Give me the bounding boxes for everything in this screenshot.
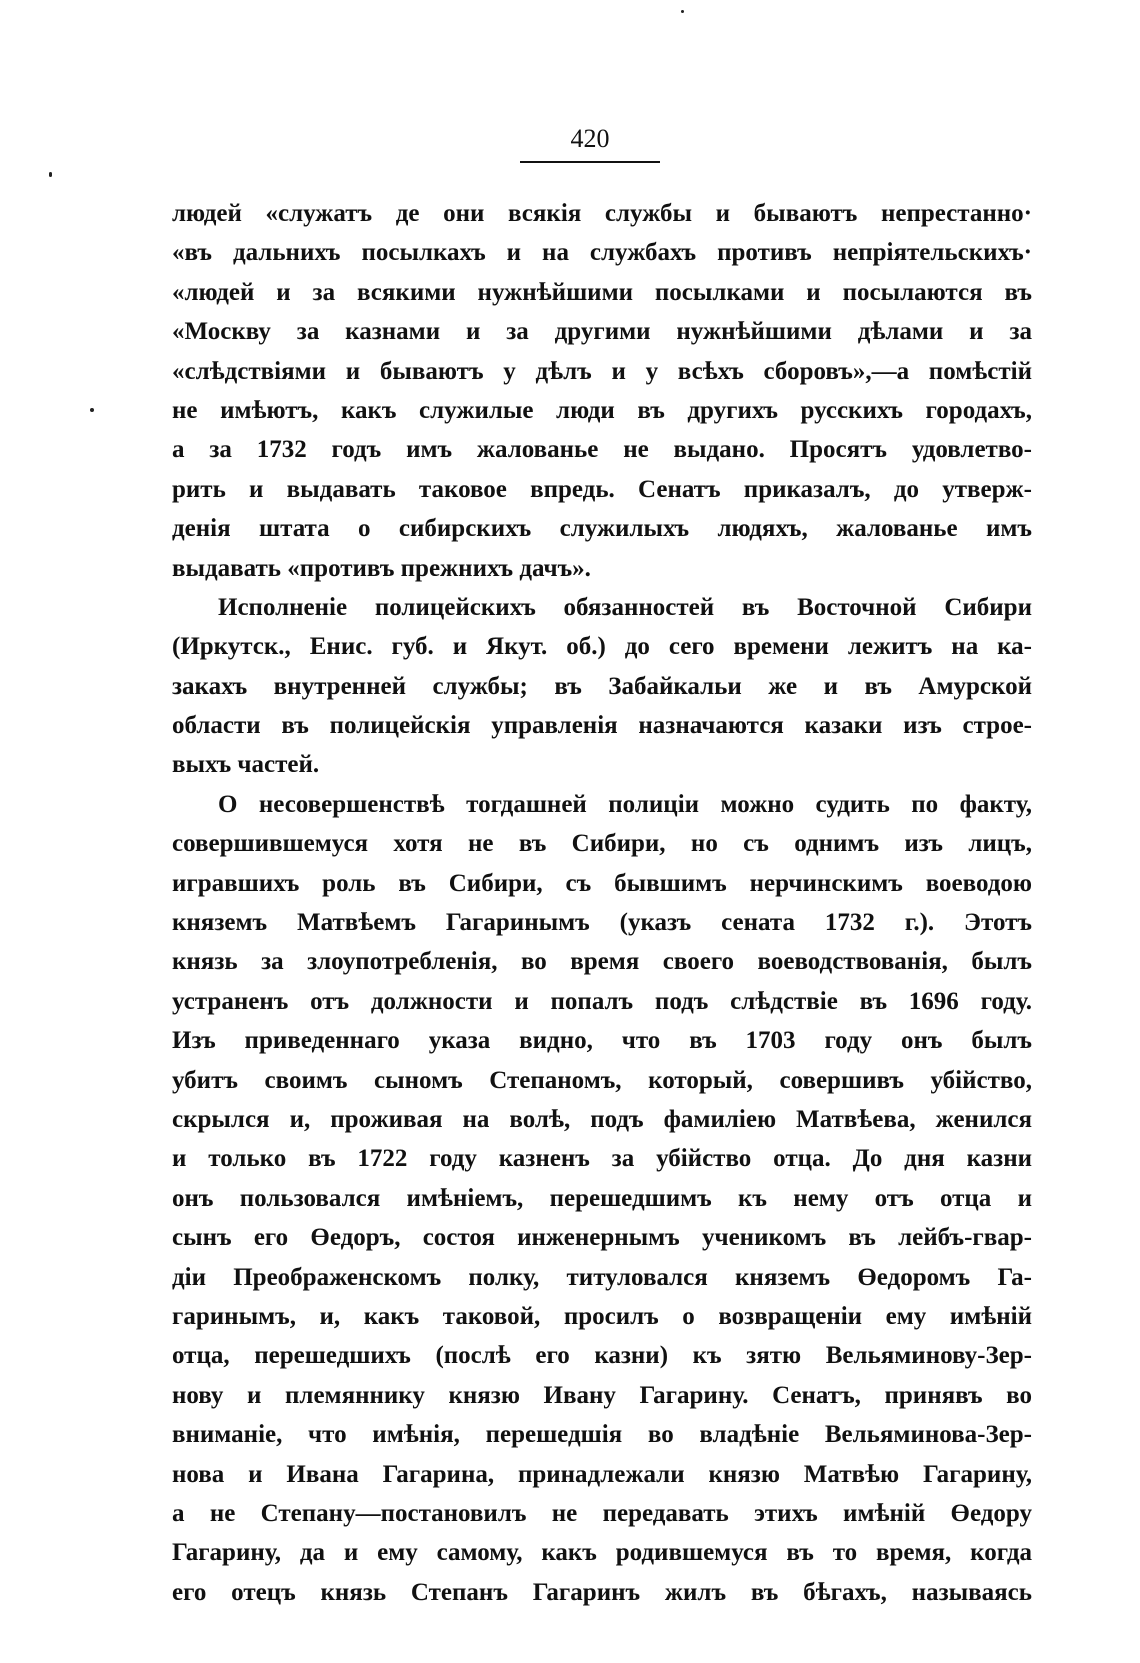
text-line: рить и выдавать таковое впредь. Сенатъ приказалъ, до утверж- <box>172 475 1032 503</box>
paragraph-3 <box>172 785 1032 1612</box>
text-line: онъ пользовался имѣніемъ, перешедшимъ къ нему отъ отца и <box>172 1184 1032 1212</box>
text-line: княземъ Матвѣемъ Гагаринымъ (указъ сената 1732 г.). Этотъ <box>172 909 1032 937</box>
paragraph-1 <box>172 194 1032 588</box>
text-line: закахъ внутренней службы; въ Забайкальи же и въ Амурской <box>172 672 1032 700</box>
text-line: выдавать «противъ прежнихъ дачъ». <box>172 554 591 582</box>
text-line: вниманіе, что имѣнія, перешедшія во владѣніе Вельяминова-Зер- <box>172 1421 1032 1449</box>
text-line: нову и племяннику князю Ивану Гагарину. Сенатъ, принявъ во <box>172 1381 1032 1409</box>
text-line: О несовершенствѣ тогдашней полиціи можно судить по факту, <box>218 790 1032 818</box>
text-line: и только въ 1722 году казненъ за убійство отца. До дня казни <box>172 1145 1032 1173</box>
text-line: Исполненіе полицейскихъ обязанностей въ Восточной Сибири <box>218 593 1032 621</box>
paragraph-2 <box>172 588 1032 785</box>
text-line: убитъ своимъ сыномъ Степаномъ, который, совершивъ убійство, <box>172 1066 1032 1094</box>
page-number-rule <box>520 161 660 163</box>
text-line: (Иркутск., Енис. губ. и Якут. об.) до сего времени лежитъ на ка- <box>172 633 1032 661</box>
text-line: не имѣютъ, какъ служилые люди въ другихъ русскихъ городахъ, <box>172 396 1032 424</box>
text-line: Изъ приведеннаго указа видно, что въ 1703 году онъ былъ <box>172 1027 1032 1055</box>
text-line: гаринымъ, и, какъ таковой, просилъ о возвращеніи ему имѣній <box>172 1302 1032 1330</box>
text-line: сынъ его Өедоръ, состоя инженернымъ ученикомъ въ лейбъ-гвар- <box>172 1224 1032 1252</box>
stray-ink-dot <box>681 10 684 13</box>
text-line: области въ полицейскія управленія назначаются казаки изъ строе- <box>172 712 1032 740</box>
text-line: денія штата о сибирскихъ служилыхъ людяхъ, жалованье имъ <box>172 515 1032 543</box>
text-line: Гагарину, да и ему самому, какъ родившемуся въ то время, когда <box>172 1539 1032 1567</box>
text-line: «людей и за всякими нужнѣйшими посылками и посылаются въ <box>172 278 1032 306</box>
page-number: 420 <box>570 124 610 153</box>
text-line: устраненъ отъ должности и попалъ подъ слѣдствіе въ 1696 году. <box>172 987 1032 1015</box>
text-line: игравшихъ роль въ Сибири, съ бывшимъ нерчинскимъ воеводою <box>172 869 1032 897</box>
text-line: «въ дальнихъ посылкахъ и на службахъ противъ непріятельскихъ· <box>172 239 1032 267</box>
text-line: совершившемуся хотя не въ Сибири, но съ однимъ изъ лицъ, <box>172 830 1032 858</box>
text-line: нова и Ивана Гагарина, принадлежали князю Матвѣю Гагарину, <box>172 1460 1032 1488</box>
text-line: «слѣдствіями и бываютъ у дѣлъ и у всѣхъ сборовъ»,—а помѣстій <box>172 357 1032 385</box>
text-line: діи Преображенскомъ полку, титуловался княземъ Өедоромъ Га- <box>172 1263 1032 1291</box>
body-text <box>172 194 1032 1612</box>
text-line: а за 1732 годъ имъ жалованье не выдано. Просятъ удовлетво- <box>172 436 1032 464</box>
stray-ink-dot <box>49 172 52 177</box>
text-line: «Москву за казнами и за другими нужнѣйшими дѣлами и за <box>172 318 1032 346</box>
text-line: князь за злоупотребленія, во время своего воеводствованія, былъ <box>172 948 1032 976</box>
text-line: его отецъ князь Степанъ Гагаринъ жилъ въ бѣгахъ, называясь <box>172 1578 1032 1606</box>
text-line: выхъ частей. <box>172 751 320 779</box>
text-line: скрылся и, проживая на волѣ, подъ фамиліею Матвѣева, женился <box>172 1105 1032 1133</box>
text-line: отца, перешедшихъ (послѣ его казни) къ зятю Вельяминову-Зер- <box>172 1342 1032 1370</box>
stray-ink-dot <box>90 408 94 412</box>
text-line: людей «служатъ де они всякія службы и бываютъ непрестанно· <box>172 200 1032 227</box>
text-line: а не Степану—постановилъ не передавать этихъ имѣній Өедору <box>172 1499 1032 1527</box>
